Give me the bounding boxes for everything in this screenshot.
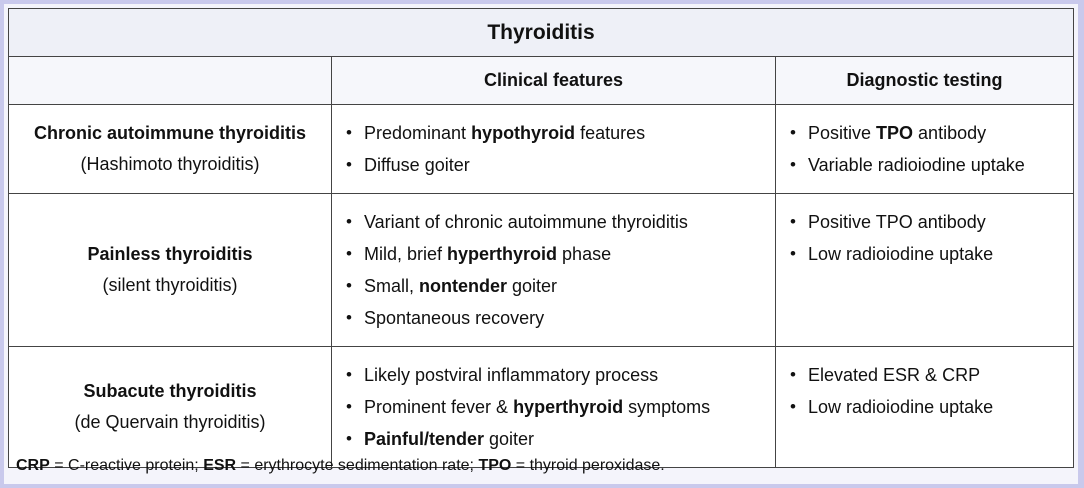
condition-cell — [9, 347, 332, 468]
testing-item: • Elevated ESR & CRP — [790, 359, 1073, 391]
feature-item: • Prominent fever & hyperthyroid symptoms — [346, 391, 775, 423]
condition-name: Chronic autoimmune thyroiditis — [33, 123, 306, 143]
thyroiditis-table — [8, 8, 1074, 468]
feature-item: • Small, nontender goiter — [346, 270, 775, 302]
testing-list — [776, 347, 1073, 435]
testing-item: • Positive TPO antibody — [790, 206, 1073, 238]
condition-name: Subacute thyroiditis — [83, 381, 257, 401]
header-clinical-features: Clinical features — [332, 57, 776, 105]
features-list — [332, 347, 775, 467]
feature-item: • Spontaneous recovery — [346, 302, 775, 334]
clinical-features-cell — [332, 194, 776, 347]
clinical-features-cell — [332, 105, 776, 194]
bold-term: hyperthyroid — [513, 397, 624, 417]
feature-item: • Likely postviral inflammatory process — [346, 359, 775, 391]
features-list — [332, 194, 775, 346]
feature-item: • Predominant hypothyroid features — [346, 117, 775, 149]
testing-item: • Low radioiodine uptake — [790, 238, 1073, 270]
diagnostic-testing-cell — [776, 105, 1074, 194]
bold-term: hypothyroid — [471, 123, 576, 143]
bold-term: hyperthyroid — [447, 244, 558, 264]
feature-item: • Mild, brief hyperthyroid phase — [346, 238, 775, 270]
footnote-abbrev: ESR — [203, 457, 237, 474]
table-row — [9, 194, 1074, 347]
bold-term: TPO — [876, 123, 914, 143]
condition-alias: (Hashimoto thyroiditis) — [80, 154, 260, 174]
testing-list — [776, 105, 1073, 193]
condition-alias: (de Quervain thyroiditis) — [74, 412, 266, 432]
table-title: Thyroiditis — [9, 9, 1074, 57]
bold-term: nontender — [419, 276, 508, 296]
diagnostic-testing-cell — [776, 194, 1074, 347]
feature-item: • Painful/tender goiter — [346, 423, 775, 455]
footnote: CRP = C-reactive protein; ESR = erythrocyte sedimentation rate; TPO = thyroid peroxidase. — [16, 457, 665, 474]
condition-cell — [9, 105, 332, 194]
bold-term: Painful/tender — [364, 429, 485, 449]
header-empty — [9, 57, 332, 105]
table-frame — [4, 4, 1078, 484]
header-diagnostic-testing: Diagnostic testing — [776, 57, 1074, 105]
diagnostic-testing-cell — [776, 347, 1074, 468]
features-list — [332, 105, 775, 193]
clinical-features-cell — [332, 347, 776, 468]
table-row — [9, 105, 1074, 194]
feature-item: • Diffuse goiter — [346, 149, 775, 181]
footnote-abbrev: CRP — [16, 457, 50, 474]
condition-name: Painless thyroiditis — [87, 244, 253, 264]
feature-item: • Variant of chronic autoimmune thyroiditis — [346, 206, 775, 238]
table-row — [9, 347, 1074, 468]
condition-cell — [9, 194, 332, 347]
testing-item: • Low radioiodine uptake — [790, 391, 1073, 423]
testing-item: • Positive TPO antibody — [790, 117, 1073, 149]
condition-alias: (silent thyroiditis) — [102, 275, 238, 295]
footnote-abbrev: TPO — [478, 457, 512, 474]
testing-list — [776, 194, 1073, 282]
testing-item: • Variable radioiodine uptake — [790, 149, 1073, 181]
